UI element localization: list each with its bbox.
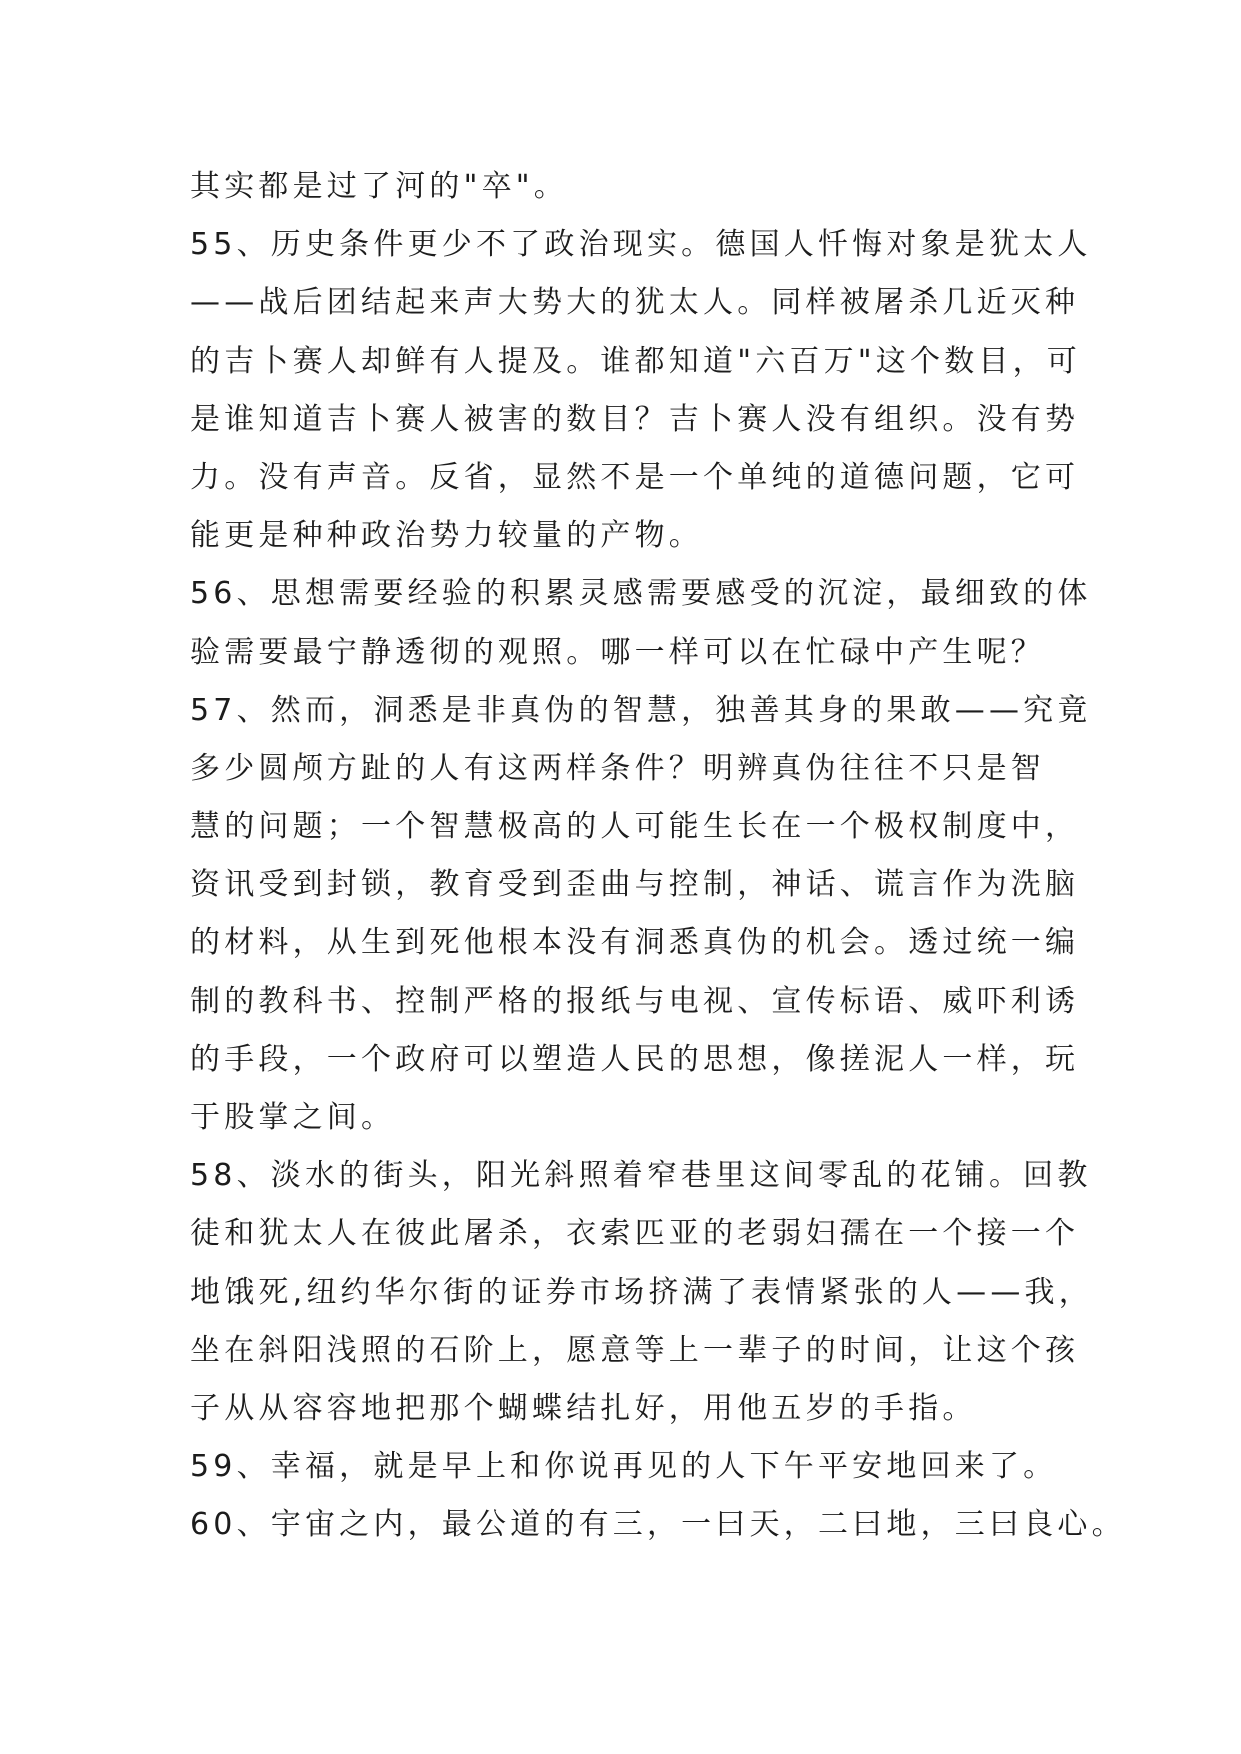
text-line: 的材料，从生到死他根本没有洞悉真伪的机会。透过统一编 (190, 925, 1080, 961)
text-line: 的手段，一个政府可以塑造人民的思想，像搓泥人一样，玩 (190, 1041, 1080, 1077)
text-line: 子从从容容地把那个蝴蝶结扎好，用他五岁的手指。 (190, 1390, 977, 1426)
text-line: 力。没有声音。反省，显然不是一个单纯的道德问题，它可 (190, 459, 1080, 495)
text-line: 坐在斜阳浅照的石阶上，愿意等上一辈子的时间，让这个孩 (190, 1332, 1080, 1368)
text-line: 57、然而，洞悉是非真伪的智慧，独善其身的果敢——究竟 (190, 692, 1092, 728)
text-line: 55、历史条件更少不了政治现实。德国人忏悔对象是犹太人 (190, 227, 1092, 263)
text-line: 验需要最宁静透彻的观照。哪一样可以在忙碌中产生呢？ (190, 634, 1045, 670)
text-line: 60、宇宙之内，最公道的有三，一曰天，二曰地，三曰良心。 (190, 1507, 1126, 1543)
text-line: 59、幸福，就是早上和你说再见的人下午平安地回来了。 (190, 1449, 1058, 1485)
text-line: 徒和犹太人在彼此屠杀，衣索匹亚的老弱妇孺在一个接一个 (190, 1216, 1080, 1252)
text-line: 慧的问题；一个智慧极高的人可能生长在一个极权制度中， (190, 809, 1080, 845)
text-line: 56、思想需要经验的积累灵感需要感受的沉淀，最细致的体 (190, 576, 1092, 612)
text-line: 多少圆颅方趾的人有这两样条件？明辨真伪往往不只是智 (190, 750, 1045, 786)
text-line: 制的教科书、控制严格的报纸与电视、宣传标语、威吓利诱 (190, 983, 1080, 1019)
text-line: 于股掌之间。 (190, 1100, 396, 1135)
text-line: ——战后团结起来声大势大的犹太人。同样被屠杀几近灭种 (190, 285, 1080, 321)
text-line: 地饿死,纽约华尔街的证券市场挤满了表情紧张的人——我， (190, 1274, 1093, 1310)
text-line: 是谁知道吉卜赛人被害的数目？吉卜赛人没有组织。没有势 (190, 401, 1080, 437)
text-line: 能更是种种政治势力较量的产物。 (190, 518, 703, 554)
text-line: 其实都是过了河的"卒"。 (190, 169, 568, 204)
text-line: 资讯受到封锁，教育受到歪曲与控制，神话、谎言作为洗脑 (190, 867, 1080, 903)
body-text (190, 158, 1126, 1555)
text-line: 58、淡水的街头，阳光斜照着窄巷里这间零乱的花铺。回教 (190, 1158, 1092, 1194)
text-line: 的吉卜赛人却鲜有人提及。谁都知道"六百万"这个数目，可 (190, 343, 1081, 379)
